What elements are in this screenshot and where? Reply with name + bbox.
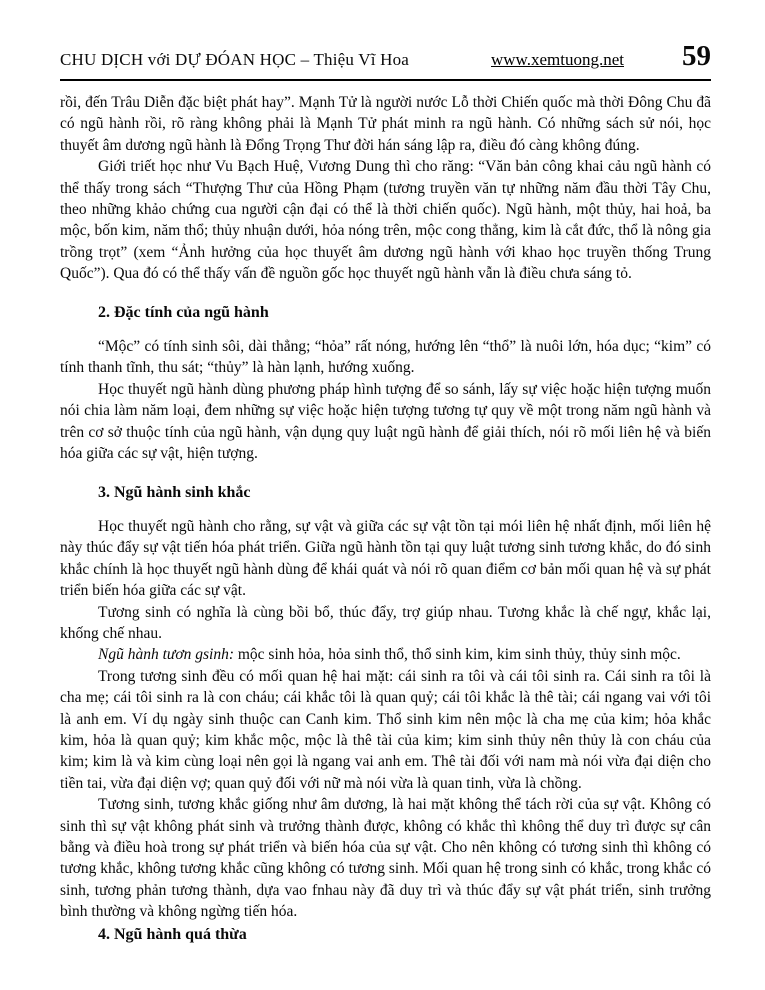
paragraph: Giới triết học như Vu Bạch Huệ, Vương Dung thì cho răng: “Văn bản công khai cảu ngũ hành có thể thấy trong sách “Thượng Thư của Hồng Phạm (tương truyền văn tự những năm đầu thời Tây Chu, theo những khảo chứng cua người cận đại có thể là thời chiến quốc). Ngũ hành, một thủy, hai hoả, ba mộc, bốn kim, năm thổ; thủy nhuận dưới, hỏa nóng trên, mộc cong thẳng, kim là cắt đức, thổ là nông gia trồng trọt” (xem “Ảnh hưởng của học thuyết âm dương ngũ hành với khao học truyền thống Trung Quốc”). Qua đó có thể thấy vấn đề nguồn gốc học thuyết ngũ hành vẫn là điều chưa sáng tỏ. [60, 158, 711, 283]
book-title: CHU DỊCH với DỰ ĐÓAN HỌC – Thiệu Vĩ Hoa [60, 50, 410, 69]
section-heading-3: 3. Ngũ hành sinh khắc [98, 483, 251, 501]
paragraph: Học thuyết ngũ hành cho rằng, sự vật và giữa các sự vật tồn tại mói liên hệ nhất định, mối liên hệ này thúc đẩy sự vật tiến hóa phát triển. Giữa ngũ hành tồn tại quy luật tương sinh tương khắc, do đó sinh khắc chính là học thuyết ngũ hành dùng để khái quát và nói rõ quan điểm cơ bản mối quan hệ và sự phát triển biến hóa giữa các sự vật. [60, 517, 711, 600]
paragraph: Tương sinh có nghĩa là cùng bồi bổ, thúc đẩy, trợ giúp nhau. Tương khắc là chế ngự, khắc lại, khống chế nhau. [60, 603, 711, 642]
section-heading-4: 4. Ngũ hành quá thừa [98, 925, 247, 943]
paragraph: Tương sinh, tương khắc giống như âm dương, là hai mặt không thể tách rời của sự vật. Không có sinh thì sự vật không phát sinh và trưởng thành được, không có khắc thì không thể duy trì được sự cân bằng và điều hoà trong sự phát triển và biến hóa của sự vật. Cho nên không có tương sinh thì không có tương khắc, không tương khắc cũng không có tương sinh. Mối quan hệ trong sinh có khắc, trong khắc có sinh, tương phản tương thành, dựa vao fnhau này đã duy trì và thúc đẩy sự vật phát triển, sinh trưởng bình thường và không ngừng tiến hóa. [60, 796, 711, 921]
section-heading-2: 2. Đặc tính của ngũ hành [98, 303, 269, 321]
page-number: 59 [682, 40, 711, 72]
italic-lead: Ngũ hành tươn gsinh: [98, 646, 234, 664]
paragraph: Học thuyết ngũ hành dùng phương pháp hình tượng để so sánh, lấy sự việc hoặc hiện tượng muốn nói chia làm năm loại, đem những sự việc hoặc hiện tượng tương tự quy về một trong năm ngũ hành và trên cơ sở thuộc tính của ngũ hành, vận dụng quy luật ngũ hành để giải thích, nói rõ mối liên hệ và biến hóa giữa các sự vật, hiện tượng. [60, 380, 711, 463]
page-header [60, 42, 711, 81]
paragraph: “Mộc” có tính sinh sôi, dài thẳng; “hỏa” rất nóng, hướng lên “thổ” là nuôi lớn, hóa dục; “kim” có tính thanh tĩnh, thu sát; “thủy” là hàn lạnh, hướng xuống. [60, 338, 711, 377]
paragraph-text: mộc sinh hỏa, hỏa sinh thổ, thổ sinh kim, kim sinh thủy, thủy sinh mộc. [234, 646, 681, 664]
paragraph-continuation: rồi, đến Trâu Diễn đặc biệt phát hay”. Mạnh Tử là người nước Lỗ thời Chiến quốc mà thời Đông Chu đã có ngũ hành rồi, rõ ràng không phải là Mạnh Tử phát minh ra ngũ hành. Có những sách sử nói, học thuyết âm dương ngũ hành là Đổng Trọng Thư đời hán sáng lập ra, điều đó càng không đúng. [60, 94, 711, 154]
page-body [60, 92, 711, 945]
website-link[interactable]: www.xemtuong.net [491, 50, 624, 69]
paragraph: Trong tương sinh đều có mối quan hệ hai mặt: cái sinh ra tôi và cái tôi sinh ra. Cái sinh ra tôi là cha mẹ; cái tôi sinh ra là con cháu; cái khắc tôi là quan quỷ; cái tôi khắc là thê tài; cái ngang vai với tôi là anh em. Ví dụ ngày sinh thuộc can Canh kim. Thổ sinh kim nên mộc là cha mẹ của kim; hỏa khắc kim, hỏa là quan quỷ; kim khắc mộc, mộc là thê tài của kim; kim sinh thủy nên thủy là con cháu của kim; kim là và kim cùng loại nên gọi là ngang vai anh em. Thê tài đối với nam mà nói vừa đại diện cho tiền tai, vừa đại diện vợ; quan quỷ đối với nữ mà nói vừa là quan tinh, vừa là chồng. [60, 667, 711, 792]
paragraph-with-italic-lead [60, 644, 711, 665]
